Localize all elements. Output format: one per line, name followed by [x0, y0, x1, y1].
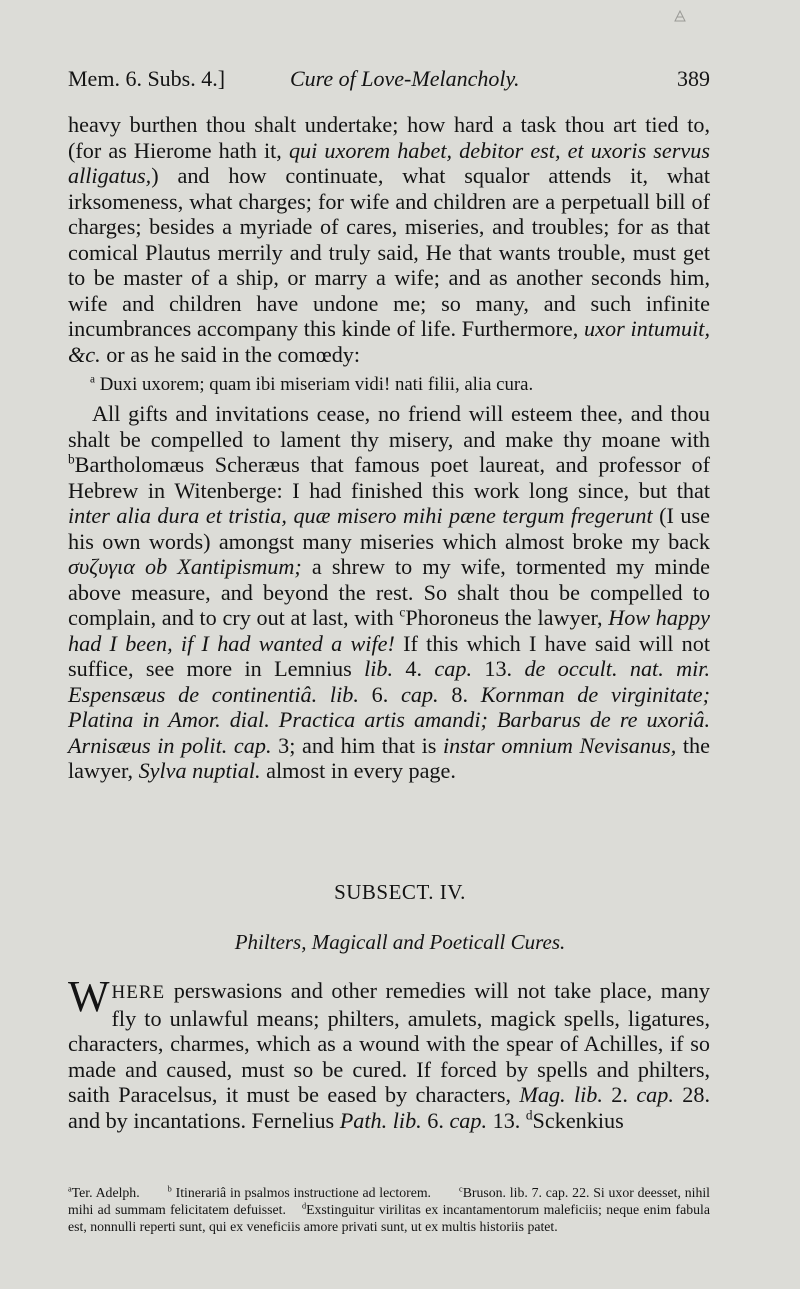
subsection-text — [68, 972, 711, 1133]
footnote-marker: d — [525, 1107, 533, 1123]
footnote-marker: c — [399, 604, 406, 620]
footnote-marker: a — [90, 373, 96, 386]
main-text — [68, 112, 710, 784]
paragraph: All gifts and invitations cease, no friend will esteem thee, and thou shalt be compelled to lament thy misery, and make thy moane with $^b$Bartholomæus Scheræus that famous poet laureat, and professor of Hebrew in Witenberge: I had finished this work long since, but that inter alia dura et tristia, quæ misero mihi pæne tergum fregerunt (I use his own words) amongst many miseries which almost broke my back συζυγια ob Xantipismum; a shrew to my wife, tormented my minde above measure, and beyond the rest. So shalt thou be compelled to complain, and to cry out at last, with $^c$Phoroneus the lawyer, How happy had I been, if I had wanted a wife! If this which I have said will not suffice, see more in Lemnius lib. 4. cap. 13. de occult. nat. mir. Espensæus de continentiâ. lib. 6. cap. 8. Kornman de virginitate; Platina in Amor. dial. Practica artis amandi; Barbarus de re uxoriâ. Arnisæus in polit. cap. 3; and him that is instar omnium Nevisanus, the lawyer, Sylva nuptial. almost in every page. — [68, 401, 711, 783]
section-reference: Mem. 6. Subs. 4.] — [68, 66, 226, 91]
subsection-title: Philters, Magicall and Poeticall Cures. — [234, 930, 566, 954]
page-number: 389 — [677, 66, 710, 91]
block-quotation: $^a$ Duxi uxorem; quam ibi miseriam vidi! nati filii, alia cura. — [90, 373, 534, 395]
drop-cap: W — [68, 972, 110, 1021]
footnote-b: Itinerariâ in psalmos instructione ad lectorem. — [175, 1185, 432, 1200]
footnote-d: Exstinguitur virilitas ex incantamentorum maleficiis; neque enim fabula est, nonnulli reperti sunt, qui ex veneficiis amore privati sunt, ut ex multis historiis patet. — [68, 1202, 710, 1234]
paragraph: WHERE perswasions and other remedies will not take place, many fly to unlawful means; philters, amulets, magick spells, ligatures, characters, charmes, which as a wound with the spear of Achilles, if so made and caused, must so be cured. If forced by spells and philters, saith Paracelsus, it must be eased by characters, Mag. lib. 2. cap. 28. and by incantations. Fernelius Path. lib. 6. cap. 13. $^d$Sckenkius — [68, 972, 711, 1133]
footnote-c: Bruson. lib. 7. cap. 22. Si uxor deesset, nihil mihi ad summam felicitatem defuisset. — [68, 1185, 711, 1217]
footnote-a: Ter. Adelph. — [71, 1185, 140, 1200]
library-stamp-icon — [672, 8, 688, 24]
paragraph-continued: heavy burthen thou shalt undertake; how hard a task thou art tied to, (for as Hierome hath it, qui uxorem habet, debitor est, et uxoris servus alligatus,) and how continuate, what squalor attends it, what irksomeness, what charges; for wife and children are a perpetuall bill of charges; besides a myriade of cares, miseries, and troubles; for as that comical Plautus merrily and truly said, He that wants trouble, must get to be master of a ship, or marry a wife; and as another seconds him, wife and children have undone me; so many, and such infinite incumbrances accompany this kinde of life. Furthermore, uxor intumuit, &c. or as he said in the comœdy: — [68, 112, 710, 367]
footnote-marker: b — [68, 451, 75, 467]
running-header — [68, 62, 710, 96]
subsection-heading: SUBSECT. IV. — [334, 880, 466, 904]
footnotes: $^a$Ter. Adelph. $^b$ Itinerariâ in psalmos instructione ad lectorem. $^c$Bruson. lib. 7. cap. 22. Si uxor deesset, nihil mihi ad summam felicitatem defuisset. $^d$Exstinguitur virilitas ex incantamentorum maleficiis; neque enim fabula est, nonnulli reperti sunt, qui ex veneficiis amore privati sunt, ut ex multis historiis patet. — [68, 1184, 711, 1234]
running-title: Cure of Love-Melancholy. — [290, 66, 520, 91]
